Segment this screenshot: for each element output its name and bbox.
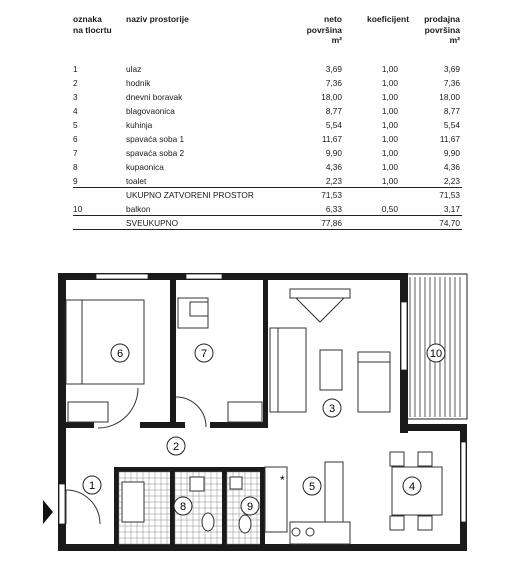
cell-prodajna: 2,23 <box>443 176 460 186</box>
cell-naziv: kuhinja <box>126 120 153 130</box>
room-label-8: 8 <box>179 501 187 513</box>
cell-naziv: dnevni boravak <box>126 92 183 102</box>
cell-prodajna: 18,00 <box>439 92 460 102</box>
cell-prodajna: 8,77 <box>443 106 460 116</box>
cell-koef: 1,00 <box>381 162 398 172</box>
cell-oznaka: 7 <box>73 148 78 158</box>
room-label-9: 9 <box>246 501 254 513</box>
room-label-10: 10 <box>429 348 443 360</box>
room-label-4: 4 <box>408 481 416 493</box>
cell-koef: 1,00 <box>381 120 398 130</box>
cell-prodajna: 5,54 <box>443 120 460 130</box>
header-prodajna-line2: površina <box>424 24 460 35</box>
cell-koef: 0,50 <box>381 204 398 214</box>
cell-naziv: balkon <box>126 204 151 214</box>
cell-naziv: blagovaonica <box>126 106 175 116</box>
cell-koef: 1,00 <box>381 78 398 88</box>
room-label-1: 1 <box>88 480 96 492</box>
floor-plan <box>0 262 530 587</box>
header-koeficijent: koeficijent <box>367 14 410 24</box>
header-naziv: naziv prostorije <box>126 14 189 24</box>
header-neto-line2: površina <box>306 24 342 35</box>
cell-koef: 1,00 <box>381 106 398 116</box>
cell-prodajna: 9,90 <box>443 148 460 158</box>
cell-oznaka: 5 <box>73 120 78 130</box>
room-label-5: 5 <box>308 481 316 493</box>
kitchen-counters <box>265 462 350 544</box>
cell-neto: 71,53 <box>321 190 342 200</box>
cell-oznaka: 8 <box>73 162 78 172</box>
cell-koef: 1,00 <box>381 176 398 186</box>
cell-naziv: spavaća soba 1 <box>126 134 185 144</box>
subtotal-rule <box>73 187 462 188</box>
cell-neto: 6,33 <box>325 204 342 214</box>
cell-prodajna: 74,70 <box>439 218 460 228</box>
cell-prodajna: 7,36 <box>443 78 460 88</box>
cell-oznaka: 10 <box>73 204 83 214</box>
header-prodajna-line1: prodajna <box>424 14 460 24</box>
bed-bedroom-1 <box>66 300 144 422</box>
room-label-3: 3 <box>328 403 336 415</box>
cell-prodajna: 11,67 <box>439 134 460 144</box>
cell-prodajna: 4,36 <box>443 162 460 172</box>
room-label-2: 2 <box>172 441 180 453</box>
cell-oznaka: 2 <box>73 78 78 88</box>
furniture-living <box>270 289 390 412</box>
cell-koef: 1,00 <box>381 92 398 102</box>
room-label-7: 7 <box>200 348 208 360</box>
cell-neto: 4,36 <box>325 162 342 172</box>
cell-naziv: kupaonica <box>126 162 164 172</box>
cell-oznaka: 9 <box>73 176 78 186</box>
bottom-rule <box>73 229 462 230</box>
cell-neto: 2,23 <box>325 176 342 186</box>
cell-neto: 5,54 <box>325 120 342 130</box>
room-label-6: 6 <box>116 348 124 360</box>
cell-naziv: toalet <box>126 176 147 186</box>
cell-neto: 3,69 <box>325 64 342 74</box>
header-neto-line3: m² <box>331 35 342 45</box>
header-neto <box>282 14 342 46</box>
cell-prodajna: 3,17 <box>443 204 460 214</box>
cell-neto: 9,90 <box>325 148 342 158</box>
cell-neto: 77,86 <box>321 218 342 228</box>
cell-koef: 1,00 <box>381 134 398 144</box>
header-oznaka-line2: na tlocrtu <box>73 24 112 35</box>
cell-koef: 1,00 <box>381 148 398 158</box>
cell-neto: 18,00 <box>321 92 342 102</box>
cell-neto: 11,67 <box>321 134 342 144</box>
entrance-door <box>66 490 100 524</box>
cell-oznaka: 1 <box>73 64 78 74</box>
area-table <box>0 0 530 240</box>
cell-oznaka: 6 <box>73 134 78 144</box>
cell-naziv: SVEUKUPNO <box>126 218 179 228</box>
cell-naziv: spavaća soba 2 <box>126 148 185 158</box>
total-rule <box>73 215 462 216</box>
cell-oznaka: 4 <box>73 106 78 116</box>
furniture-bedroom-2 <box>98 298 262 428</box>
cell-naziv: UKUPNO ZATVORENI PROSTOR <box>126 190 254 200</box>
cell-naziv: ulaz <box>126 64 142 74</box>
cell-koef: 1,00 <box>381 64 398 74</box>
cell-neto: 7,36 <box>325 78 342 88</box>
cell-prodajna: 3,69 <box>443 64 460 74</box>
header-oznaka-line1: oznaka <box>73 14 102 24</box>
header-prodajna-line3: m² <box>449 35 460 45</box>
header-neto-line1: neto <box>324 14 342 24</box>
cell-oznaka: 3 <box>73 92 78 102</box>
cell-naziv: hodnik <box>126 78 151 88</box>
cell-prodajna: 71,53 <box>439 190 460 200</box>
header-prodajna <box>400 14 460 46</box>
kitchen-mark: * <box>280 473 285 487</box>
cell-neto: 8,77 <box>325 106 342 116</box>
entrance-arrow <box>43 500 53 524</box>
